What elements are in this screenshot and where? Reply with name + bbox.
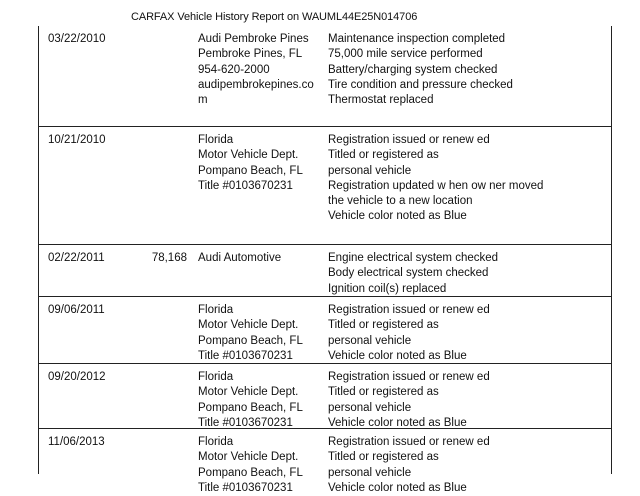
detail-line: Titled or registered as [328,451,439,464]
detail-line: 75,000 mile service performed [328,48,483,61]
history-record [39,127,611,245]
detail-line: Battery/charging system checked [328,63,498,76]
record-date: 03/22/2010 [48,33,106,45]
record-odometer: 78,168 [151,252,187,264]
detail-line: Vehicle color noted as Blue [328,210,467,223]
source-line: Pembroke Pines, FL [198,48,303,61]
source-line: Motor Vehicle Dept. [198,319,299,332]
detail-line: personal vehicle [328,334,412,347]
detail-line: Vehicle color noted as Blue [328,416,467,429]
record-source [198,370,303,431]
record-details [328,32,513,108]
history-record [39,297,611,364]
detail-line: Titled or registered as [328,319,439,332]
source-line: m [198,94,208,107]
source-line: Pompano Beach, FL [198,164,303,177]
detail-line: Titled or registered as [328,149,439,162]
history-record [39,26,611,127]
source-line: Florida [198,304,234,316]
detail-line: personal vehicle [328,466,412,479]
record-details [328,370,490,431]
detail-line: Registration issued or renew ed [328,134,490,146]
source-line: Pompano Beach, FL [198,334,303,347]
record-date: 10/21/2010 [48,134,106,146]
source-line: Florida [198,371,234,383]
detail-line: Registration issued or renew ed [328,371,490,383]
record-source [198,303,303,364]
detail-line: Registration issued or renew ed [328,436,490,448]
source-line: 954-620-2000 [198,63,270,76]
detail-line: Titled or registered as [328,386,439,399]
record-date: 09/06/2011 [48,304,105,316]
detail-line: Tire condition and pressure checked [328,78,513,91]
detail-line: Thermostat replaced [328,94,434,107]
source-line: Audi Pembroke Pines [198,33,309,45]
report-header: CARFAX Vehicle History Report on WAUML44E25N014706 [131,11,418,23]
record-source [198,32,314,108]
detail-line: Body electrical system checked [328,267,489,280]
record-details [328,435,490,496]
history-record [39,364,611,429]
record-source [198,251,281,266]
record-source [198,435,303,496]
source-line: Motor Vehicle Dept. [198,149,299,162]
detail-line: personal vehicle [328,164,412,177]
detail-line: personal vehicle [328,401,412,414]
detail-line: Maintenance inspection completed [328,33,506,45]
history-record [39,429,611,494]
detail-line: Vehicle color noted as Blue [328,349,467,362]
record-details [328,133,543,225]
source-line: Motor Vehicle Dept. [198,386,299,399]
source-line: Pompano Beach, FL [198,401,303,414]
record-details [328,251,498,297]
source-line: Title #0103670231 [198,349,293,362]
record-date: 02/22/2011 [48,252,105,264]
source-line: Pompano Beach, FL [198,466,303,479]
source-line: Title #0103670231 [198,481,293,494]
detail-line: Engine electrical system checked [328,252,499,264]
source-line: Title #0103670231 [198,416,293,429]
detail-line: Vehicle color noted as Blue [328,481,467,494]
history-record [39,245,611,297]
detail-line: Registration issued or renew ed [328,304,490,316]
detail-line: the vehicle to a new location [328,195,473,208]
detail-line: Registration updated w hen ow ner moved [328,179,544,192]
source-line: Florida [198,134,234,146]
record-date: 11/06/2013 [48,436,105,448]
history-table [38,26,612,494]
source-line: Florida [198,436,234,448]
record-date: 09/20/2012 [48,371,106,383]
record-details [328,303,490,364]
record-source [198,133,303,194]
detail-line: Ignition coil(s) replaced [328,282,447,295]
source-line: Audi Automotive [198,252,282,264]
source-line: audipembrokepines.co [198,78,314,91]
source-line: Title #0103670231 [198,179,293,192]
source-line: Motor Vehicle Dept. [198,451,299,464]
